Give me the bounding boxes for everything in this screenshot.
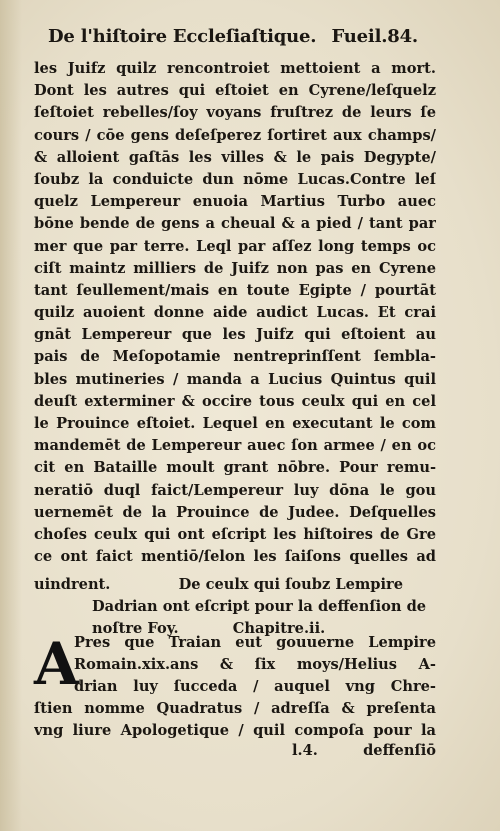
chapter-number: Chapitre.ii. bbox=[232, 620, 326, 638]
text-line: mer que par terre. Leql par aſſez long temps oc bbox=[34, 237, 436, 255]
chapter-text-beside-cap bbox=[74, 632, 436, 676]
catchword: deffenſiō bbox=[363, 742, 436, 759]
text-line: ſtien nomme Quadratus / adreſſa & preſenta bbox=[34, 700, 436, 718]
text-line: quelz Lempereur enuoia Martius Turbo auec bbox=[34, 193, 436, 211]
chapter-heading-line: Dadrian ont eſcript pour la deffenſion de bbox=[92, 598, 427, 616]
page-footer bbox=[34, 742, 436, 766]
chapter-text bbox=[34, 676, 436, 743]
text-line: vng liure Apologetique / quil compoſa pour la bbox=[34, 722, 436, 740]
gutter-shadow bbox=[0, 0, 22, 831]
text-line: ſeſtoiet rebelles/ſoy voyans fruſtrez de leurs ſe bbox=[34, 104, 436, 122]
text-line: le Prouince eſtoiet. Lequel en executant le com bbox=[34, 415, 436, 432]
chapter-heading-line bbox=[34, 574, 436, 596]
text-line: Romain.xix.ans & ſix moys/Helius A- bbox=[74, 656, 436, 674]
folio-number: Fueil.84. bbox=[331, 26, 418, 47]
text-line: pais de Meſopotamie nentreprinſſent ſembla- bbox=[34, 348, 436, 366]
text-line: gnāt Lempereur que les Juifz qui eſtoient au bbox=[34, 326, 436, 344]
text-line: & alloient gaſtās les villes & le pais Degypte/ bbox=[34, 148, 436, 166]
text-line: les Juifz quilz rencontroiet mettoient a mort. bbox=[34, 60, 436, 77]
drop-cap-initial: A bbox=[34, 630, 80, 698]
chapter-title-start: De ceulx qui ſoubz Lempire bbox=[178, 576, 404, 593]
text-line: bles mutineries / manda a Lucius Quintus quil bbox=[34, 370, 436, 388]
text-line: choſes ceulx qui ont eſcript les hiſtoires de Gre bbox=[34, 525, 436, 543]
text-line: tant ſeullement/mais en toute Egipte / pourtāt bbox=[34, 281, 436, 299]
text-line: quilz auoient donne aide audict Lucas. Et crai bbox=[34, 304, 436, 322]
text-line: deuſt exterminer & occire tous ceulx qui en cel bbox=[34, 392, 436, 410]
text-line: ſoubz la conduicte dun nōme Lucas.Contre leſ bbox=[34, 170, 436, 188]
text-line: ce ont faict mentiō/ſelon les ſaiſons quelles ad bbox=[34, 548, 436, 566]
paragraph-end-word: uindrent. bbox=[34, 576, 111, 593]
text-line: drian luy ſucceda / auquel vng Chre- bbox=[74, 678, 436, 695]
text-line: cours / cōe gens deſeſperez ſortiret aux champs/ bbox=[34, 126, 436, 144]
text-line: neratiō duql faict/Lempereur luy dōna le gou bbox=[34, 481, 436, 499]
text-line: bōne bende de gens a cheual & a pied / tant par bbox=[34, 215, 436, 233]
signature-mark: l.4. bbox=[292, 742, 318, 759]
text-line: uernemēt de la Prouince de Judee. Deſquelles bbox=[34, 503, 436, 521]
text-line: ciſt maintz milliers de Juifz non pas en Cyrene bbox=[34, 259, 436, 277]
running-title: De l'hiſtoire Eccleſiaſtique. bbox=[48, 26, 317, 47]
chapter-title-end: noſtre Foy. bbox=[92, 620, 179, 638]
page-header bbox=[48, 26, 418, 54]
text-line: Pres que Traian eut gouuerne Lempire bbox=[74, 634, 436, 651]
text-line: mandemēt de Lempereur auec ſon armee / en oc bbox=[34, 437, 436, 455]
body-text bbox=[34, 58, 436, 568]
chapter-heading bbox=[34, 574, 436, 641]
text-line: Dont les autres qui eſtoiet en Cyrene/leſquelz bbox=[34, 82, 436, 100]
text-line: cit en Bataille moult grant nōbre. Pour remu- bbox=[34, 459, 436, 477]
